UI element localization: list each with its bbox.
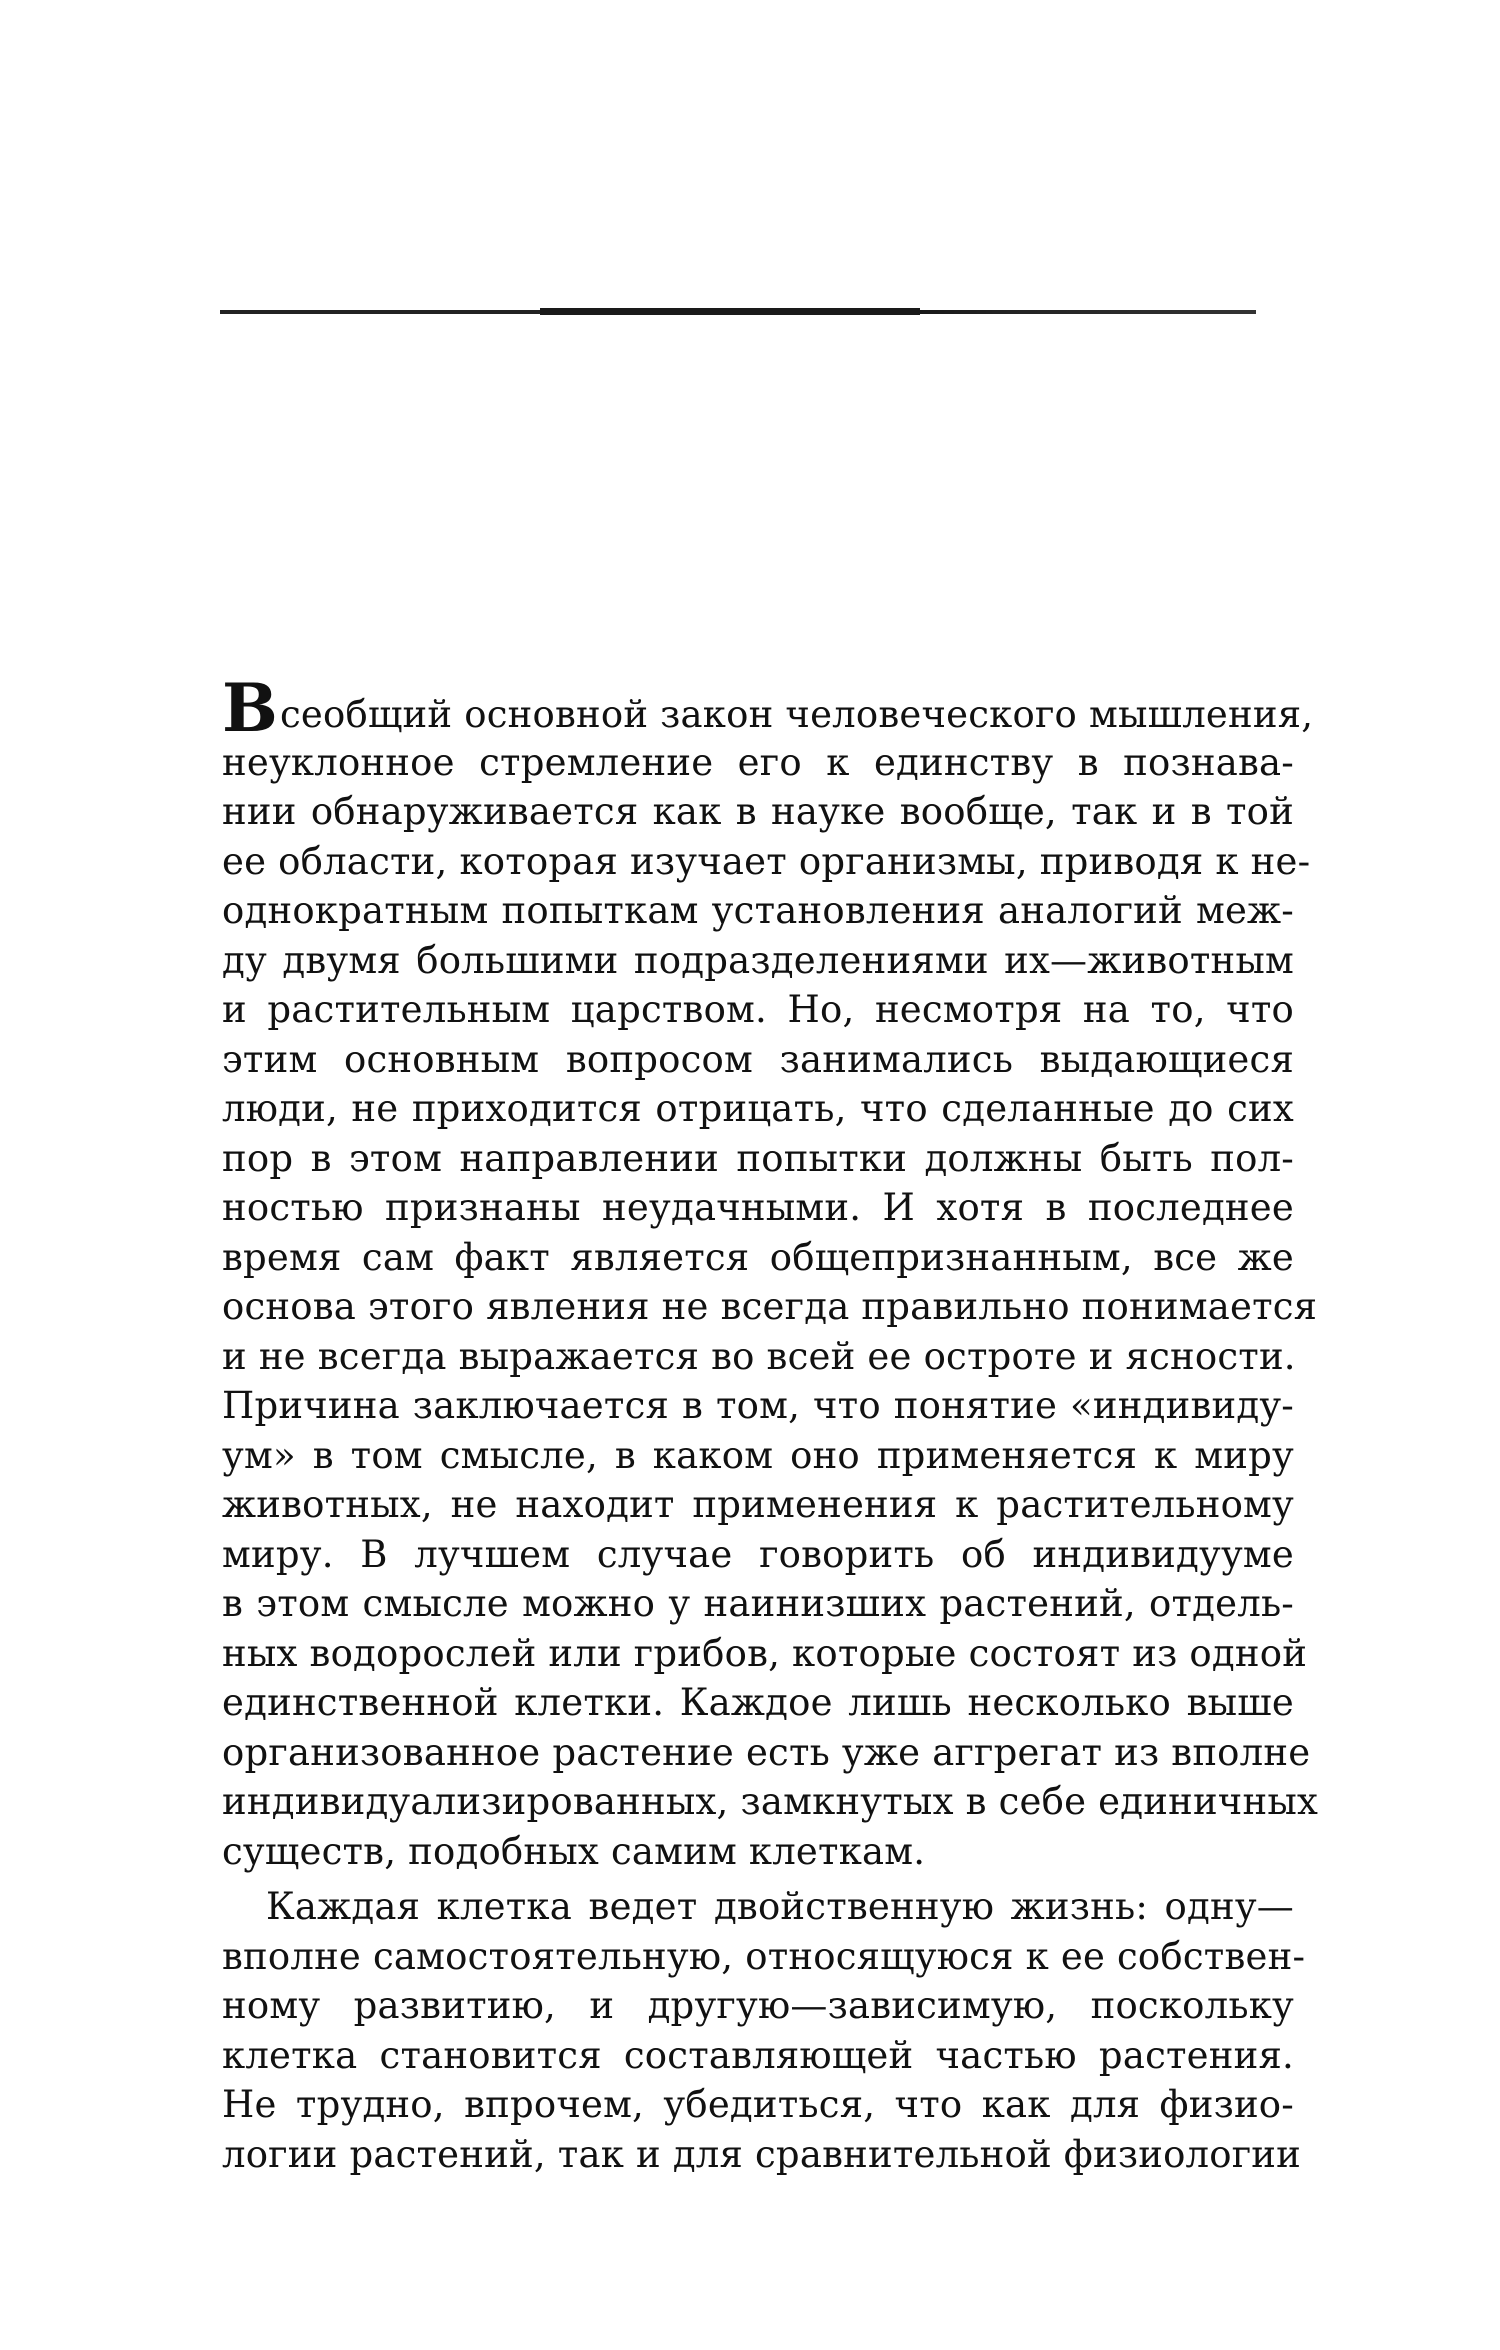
paragraph-2 — [222, 1882, 1306, 2179]
text-line-1-4: ее области, которая изучает организмы, приводя к не- — [222, 839, 1311, 883]
text-line-2-2: вполне самостоятельную, относящуюся к ее собствен- — [222, 1934, 1306, 1978]
text-line-1-20: ных водорослей или грибов, которые состоят из одной — [222, 1631, 1308, 1675]
paragraph-1 — [222, 669, 1319, 1876]
text-line-2-1: Каждая клетка ведет двойственную жизнь: одну— — [266, 1885, 1294, 1928]
drop-cap: В — [222, 669, 278, 747]
text-line-2-4: клетка становится составляющей частью растения. — [222, 2033, 1294, 2077]
text-line-1-3: нии обнаруживается как в науке вообще, так и в той — [222, 790, 1294, 833]
text-line-1-1: Всеобщий основной закон человеческого мышления, — [222, 669, 1314, 747]
text-line-1-24: существ, подобных самим клеткам. — [222, 1829, 926, 1873]
text-line-1-8: этим основным вопросом занимались выдающиеся — [222, 1037, 1294, 1081]
text-line-1-9: люди, не приходится отрицать, что сделанные до сих — [222, 1087, 1294, 1130]
text-line-2-6: логии растений, так и для сравнительной физиологии — [222, 2132, 1302, 2176]
text-line-1-10: пор в этом направлении попытки должны быть пол- — [222, 1136, 1294, 1180]
text-line-1-5: однократным попыткам установления аналогий меж- — [222, 889, 1294, 932]
page-body — [222, 669, 1319, 2179]
text-line-1-21: единственной клетки. Каждое лишь несколько выше — [222, 1681, 1294, 1724]
text-line-2-5: Не трудно, впрочем, убедиться, что как для физио- — [222, 2083, 1294, 2126]
text-line-1-7: и растительным царством. Но, несмотря на то, что — [222, 988, 1294, 1031]
text-line-1-18: миру. В лучшем случае говорить об индивидууме — [222, 1532, 1294, 1576]
text-line-1-11: ностью признаны неудачными. И хотя в последнее — [222, 1186, 1294, 1229]
text-line-1-19: в этом смысле можно у наинизших растений, отдель- — [222, 1582, 1294, 1625]
text-line-1-14: и не всегда выражается во всей ее остроте и ясности. — [222, 1334, 1296, 1378]
text-line-2-3: ному развитию, и другую—зависимую, поскольку — [222, 1984, 1294, 2027]
text-line-1-15: Причина заключается в том, что понятие «индивиду- — [222, 1384, 1294, 1427]
text-line-1-23: индивидуализированных, замкнутых в себе единичных — [222, 1780, 1319, 1823]
text-line-1-22: организованное растение есть уже аггрегат из вполне — [222, 1730, 1311, 1774]
text-line-1-17: животных, не находит применения к растительному — [222, 1483, 1294, 1526]
text-line-1-2: неуклонное стремление его к единству в познава- — [222, 740, 1294, 784]
text-line-1-13: основа этого явления не всегда правильно понимается — [222, 1285, 1318, 1328]
header-rule-ornament — [540, 308, 920, 315]
text-line-1-12: время сам факт является общепризнанным, все же — [222, 1235, 1294, 1279]
text-line-1-6: ду двумя большими подразделениями их—животным — [222, 938, 1294, 982]
text-line-1-16: ум» в том смысле, в каком оно применяется к миру — [222, 1433, 1294, 1477]
